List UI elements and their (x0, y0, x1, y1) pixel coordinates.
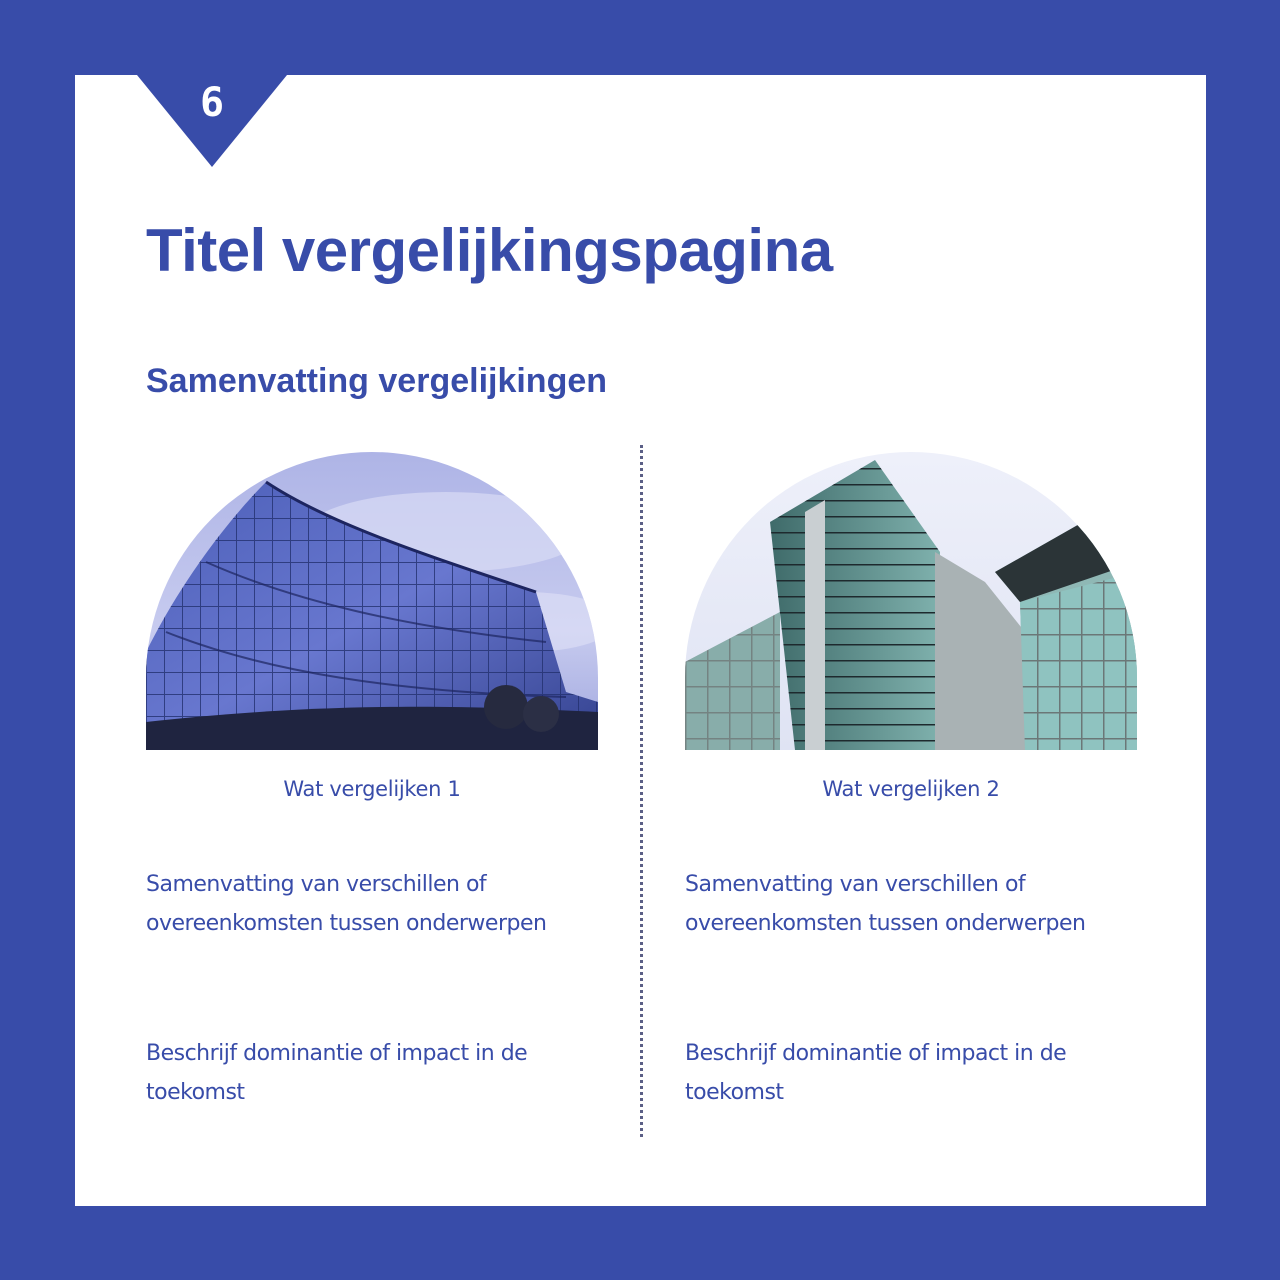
page-title: Titel vergelijkingspagina (146, 217, 833, 284)
impact-description-text: Beschrijf dominantie of impact in de toekomst (685, 1041, 1067, 1105)
content-card (75, 75, 1206, 1206)
column-label: Wat vergelijken 2 (822, 777, 1000, 801)
comparison-column-2 (685, 452, 1137, 1152)
glass-skyscraper-photo (685, 452, 1137, 750)
column-divider (640, 445, 643, 1137)
comparison-summary-text: Samenvatting van verschillen of overeenkomsten tussen onderwerpen (146, 872, 547, 936)
impact-description-text: Beschrijf dominantie of impact in de toekomst (146, 1041, 528, 1105)
page-number-badge (137, 75, 287, 167)
comparison-summary-text: Samenvatting van verschillen of overeenkomsten tussen onderwerpen (685, 872, 1086, 936)
comparison-column-1 (146, 452, 598, 1152)
curved-glass-building-photo (146, 452, 598, 750)
column-label: Wat vergelijken 1 (283, 777, 461, 801)
section-title: Samenvatting vergelijkingen (146, 362, 608, 400)
page-number: 6 (199, 80, 225, 126)
